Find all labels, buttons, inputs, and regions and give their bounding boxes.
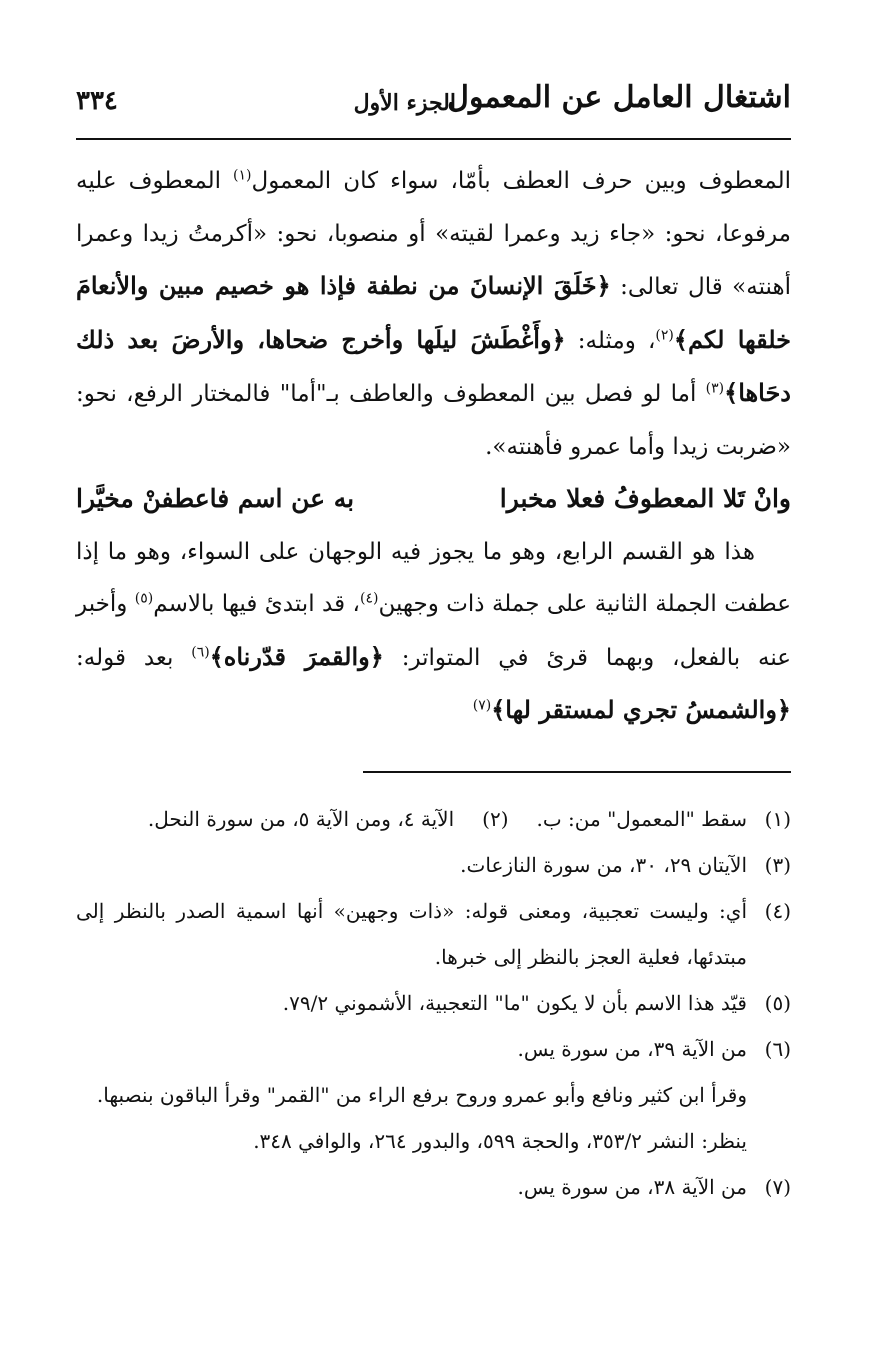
footnote-number: (٧) — [764, 1175, 791, 1199]
footnote-ref-3: (٣) — [705, 380, 725, 397]
footnote-line: ينظر: النشر ٣٥٣/٢، والحجة ٥٩٩، والبدور ٢٦٤، والوافي ٣٤٨. — [253, 1129, 747, 1153]
text-run: بعد قوله: — [76, 644, 192, 671]
quran-quote: ﴿والشمسُ تجري لمستقر لها﴾ — [491, 695, 791, 724]
verse-hemistich-2: به عن اسم فاعطفنْ مخيَّرا — [76, 484, 355, 513]
text-run: ، ومثله: — [565, 327, 656, 354]
text-run: المعطوف عليه مرفوعا، نحو: «جاء زيد وعمرا لقيته» أو منصوبا، نحو: «أكرمتُ زيدا وعمرا أهنته» قال تعالى: — [76, 168, 791, 300]
volume-label: الجزء الأول — [353, 90, 456, 116]
footnote-item — [76, 1164, 791, 1210]
text-run: وأخبر عنه بالفعل، وبهما قرئ في المتواتر: — [76, 591, 791, 671]
footnote-number: (٤) — [764, 899, 791, 923]
footnote-divider — [363, 771, 791, 773]
footnote-text — [76, 796, 747, 842]
footnote-ref-5: (٥) — [134, 590, 154, 607]
quran-quote: ﴿والقمرَ قدّرناه﴾ — [209, 641, 384, 671]
footnote-number: (٣) — [764, 853, 791, 877]
footnote-text: أي: وليست تعجبية، ومعنى قوله: «ذات وجهين» أنها اسمية الصدر بالنظر إلى مبتدئها، فعلية العجز بالنظر إلى خبرها. — [76, 899, 747, 969]
paragraph-2 — [76, 526, 791, 738]
footnote-item — [76, 980, 791, 1026]
footnote-ref-7: (٧) — [472, 697, 492, 714]
chapter-title: اشتغال العامل عن المعمول — [447, 80, 791, 115]
page-header — [76, 76, 791, 132]
footnote-line: من الآية ٣٩، من سورة يس. — [517, 1037, 747, 1061]
text-run: المعطوف وبين حرف العطف بأمّا، سواء كان المعمول — [251, 168, 791, 194]
footnote-text — [76, 1026, 747, 1164]
footnote-text: قيّد هذا الاسم بأن لا يكون "ما" التعجبية، الأشموني ٧٩/٢. — [282, 991, 747, 1015]
alfiyya-verse — [76, 473, 791, 526]
paragraph-1 — [76, 155, 791, 473]
footnote-number: (١) — [764, 807, 791, 831]
footnote-item — [76, 1026, 791, 1164]
text-run: ، قد ابتدئ فيها بالاسم — [153, 591, 360, 617]
header-divider — [76, 138, 791, 140]
footnote-number: (٢) — [482, 807, 509, 831]
footnote-line: وقرأ ابن كثير ونافع وأبو عمرو وروح برفع الراء من "القمر" وقرأ الباقون بنصبها. — [96, 1083, 747, 1107]
footnote-text: الآيتان ٢٩، ٣٠، من سورة النازعات. — [460, 853, 747, 877]
footnote-ref-1: (١) — [233, 167, 252, 184]
footnote-text: الآية ٤، ومن الآية ٥، من سورة النحل. — [147, 807, 455, 831]
quran-quote: ﴿خَلَقَ الإنسانَ من نطفة فإذا هو خصيم مبين والأنعامَ خلقها لكم﴾ — [76, 271, 791, 354]
footnote-item — [76, 888, 791, 980]
main-text — [76, 155, 791, 738]
footnote-number: (٥) — [764, 991, 791, 1015]
footnote-ref-2: (٢) — [655, 326, 674, 343]
footnote-item — [76, 842, 791, 888]
text-run: هذا هو القسم الرابع، وهو ما يجوز فيه الوجهان على السواء، وهو ما إذا عطفت الجملة الثانية على جملة ذات وجهين — [76, 538, 791, 617]
footnote-text: من الآية ٣٨، من سورة يس. — [517, 1175, 747, 1199]
quran-quote: ﴿وأَغْطَشَ ليلَها وأخرج ضحاها، والأرضَ بعد ذلك دحَاها﴾ — [76, 324, 791, 407]
footnote-text: سقط "المعمول" من: ب. — [536, 807, 747, 831]
verse-hemistich-1: وانْ تَلا المعطوفُ فعلا مخبرا — [499, 484, 791, 513]
footnote-number: (٦) — [764, 1037, 791, 1061]
footnotes — [76, 796, 791, 1210]
text-run: أما لو فصل بين المعطوف والعاطف بـ"أما" فالمختار الرفع، نحو: «ضربت زيدا وأما عمرو فأهنته». — [76, 381, 791, 460]
footnote-ref-4: (٤) — [359, 590, 379, 607]
footnote-ref-6: (٦) — [191, 643, 210, 660]
page-number: ٣٣٤ — [76, 86, 118, 116]
footnote-item — [76, 796, 791, 842]
